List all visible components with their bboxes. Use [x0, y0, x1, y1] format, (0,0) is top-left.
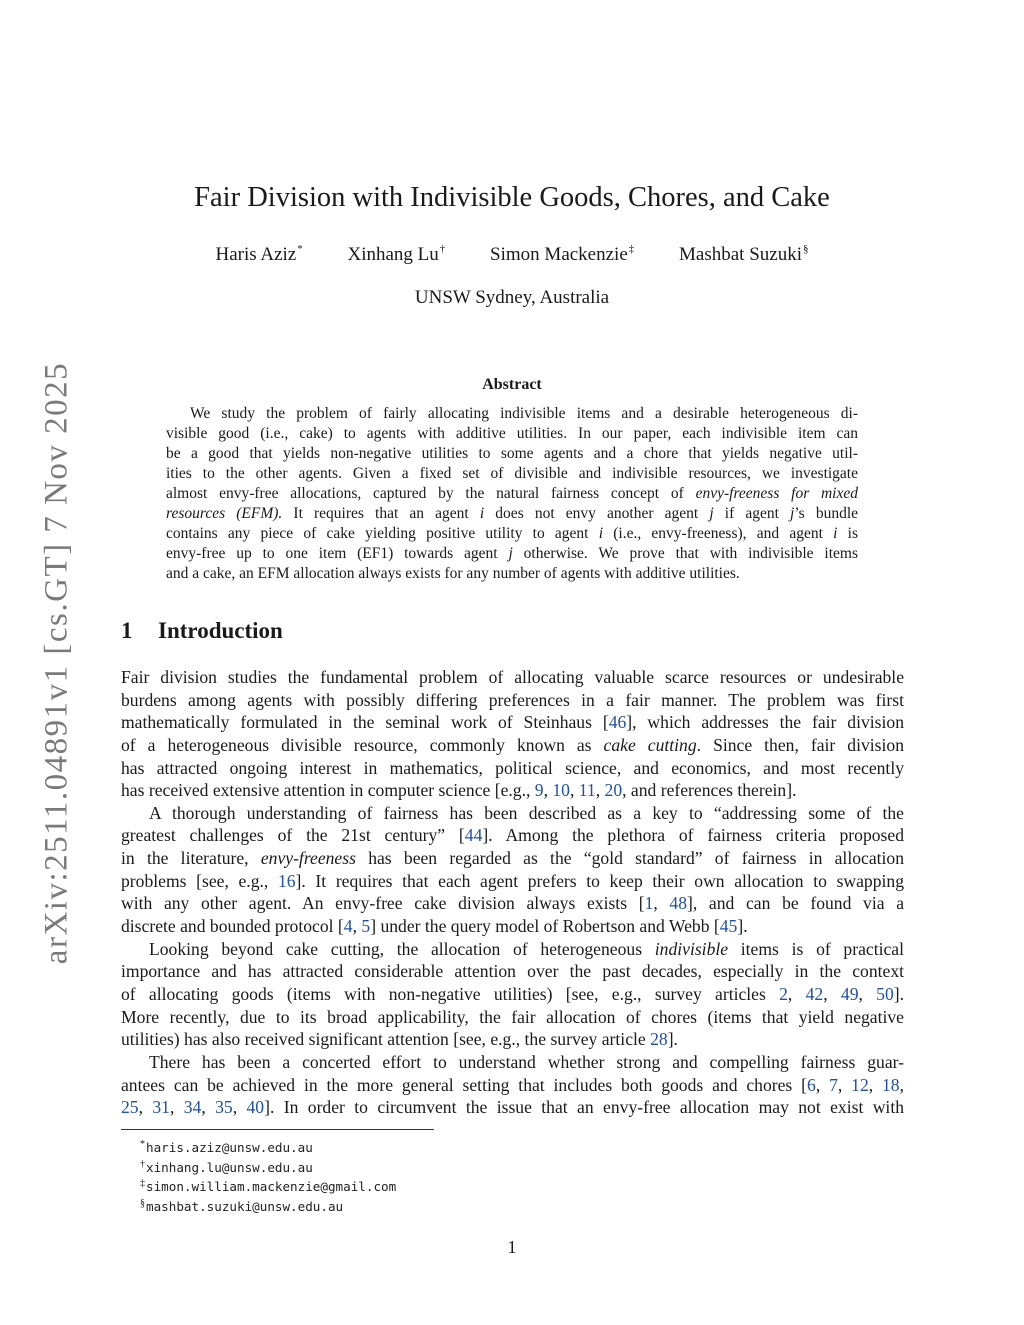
abstract-line: and a cake, an EFM allocation always exists for any number of agents with additive utilities. — [166, 565, 740, 582]
citation-link[interactable]: 34 — [183, 1097, 202, 1118]
body-line: has attracted ongoing interest in mathematics, political science, and economics, and most recently — [121, 757, 904, 778]
abstract-line: visible good (i.e., cake) to agents with additive utilities. In our paper, each indivisible item can — [166, 425, 858, 442]
abstract-line: almost envy-free allocations, captured by the natural fairness concept of envy-freeness for mixed — [166, 485, 858, 502]
citation-link[interactable]: 18 — [882, 1074, 900, 1095]
footnote-email: §mashbat.suzuki@unsw.edu.au — [140, 1197, 344, 1214]
citation-link[interactable]: 6 — [807, 1074, 816, 1095]
footnote-email: *haris.aziz@unsw.edu.au — [140, 1139, 313, 1155]
abstract-line: be a good that yields non-negative utilities to some agents and a chore that yields negative util- — [166, 445, 858, 462]
citation-link[interactable]: 16 — [277, 870, 296, 891]
body-line: importance and has attracted considerable attention over the past decades, especially in the context — [121, 961, 904, 982]
footnotes — [140, 1135, 396, 1213]
citation-link[interactable]: 7 — [829, 1074, 838, 1095]
citation-link[interactable]: 5 — [361, 916, 371, 937]
author-mackenzie: Simon Mackenzie‡ — [490, 243, 635, 265]
abstract-line: resources (EFM). It requires that an agent i does not envy another agent j if agent j’s bundle — [166, 505, 859, 522]
author-list — [0, 243, 1024, 266]
body-line: problems [see, e.g., 16]. It requires that each agent prefers to keep their own allocation to swapping — [121, 870, 905, 891]
citation-link[interactable]: 31 — [152, 1097, 170, 1118]
abstract-line: envy-free up to one item (EF1) towards agent j otherwise. We prove that with indivisible items — [166, 545, 858, 562]
body-line: mathematically formulated in the seminal work of Steinhaus [46], which addresses the fair division — [121, 712, 904, 733]
citation-link[interactable]: 10 — [552, 780, 570, 801]
body-line: A thorough understanding of fairness has been described as a key to “addressing some of the — [149, 802, 904, 823]
body-line: burdens among agents with possibly differing preferences in a fair manner. The problem was first — [121, 689, 904, 710]
abstract-heading: Abstract — [482, 376, 542, 393]
citation-link[interactable]: 45 — [719, 916, 738, 937]
abstract-line: contains any piece of cake yielding positive utility to agent i (i.e., envy-freeness), and agent i is — [166, 525, 858, 542]
citation-link[interactable]: 48 — [669, 893, 688, 914]
citation-link[interactable]: 9 — [534, 780, 544, 801]
citation-link[interactable]: 12 — [851, 1074, 869, 1095]
body-line: has received extensive attention in computer science [e.g., 9, 10, 11, 20, and references therein]. — [121, 780, 797, 801]
citation-link[interactable]: 28 — [650, 1029, 668, 1050]
affiliation: UNSW Sydney, Australia — [414, 287, 610, 308]
paper-title: Fair Division with Indivisible Goods, Chores, and Cake — [194, 182, 830, 213]
body-line: greatest challenges of the 21st century” [44]. Among the plethora of fairness criteria proposed — [121, 825, 904, 846]
body-line: with any other agent. An envy-free cake division always exists [1, 48], and can be found via a — [121, 893, 905, 914]
abstract-line: ities to the other agents. Given a fixed set of divisible and indivisible resources, we investigate — [166, 465, 858, 482]
citation-link[interactable]: 2 — [779, 983, 788, 1004]
citation-link[interactable]: 42 — [805, 983, 824, 1004]
citation-link[interactable]: 20 — [604, 780, 623, 801]
body-text — [121, 666, 904, 1119]
citation-link[interactable]: 1 — [644, 893, 654, 914]
citation-link[interactable]: 49 — [840, 983, 859, 1004]
author-aziz: Haris Aziz* — [215, 243, 303, 265]
body-line: More recently, due to its broad applicability, the fair allocation of chores (items that yield negative — [121, 1006, 904, 1027]
page-number: 1 — [507, 1237, 517, 1257]
footnote-email: †xinhang.lu@unsw.edu.au — [140, 1158, 313, 1175]
citation-link[interactable]: 46 — [608, 712, 627, 733]
body-line: in the literature, envy-freeness has been regarded as the “gold standard” of fairness in allocation — [121, 848, 904, 869]
abstract-line: We study the problem of fairly allocating indivisible items and a desirable heterogeneous di- — [190, 405, 858, 422]
citation-link[interactable]: 44 — [464, 825, 483, 846]
footnote-email: ‡simon.william.mackenzie@gmail.com — [140, 1178, 397, 1194]
citation-link[interactable]: 25 — [121, 1097, 139, 1118]
author-lu: Xinhang Lu† — [347, 243, 446, 265]
body-line: Fair division studies the fundamental problem of allocating valuable scarce resources or undesirable — [121, 667, 904, 687]
author-suzuki: Mashbat Suzuki§ — [679, 243, 809, 265]
citation-link[interactable]: 4 — [343, 916, 353, 937]
citation-link[interactable]: 50 — [876, 983, 894, 1004]
body-line: 25, 31, 34, 35, 40]. In order to circumvent the issue that an envy-free allocation may not exist with — [121, 1097, 904, 1118]
citation-link[interactable]: 35 — [215, 1097, 233, 1118]
body-line: antees can be achieved in the more general setting that includes both goods and chores [6, 7, 12, 18, — [121, 1074, 904, 1095]
citation-link[interactable]: 40 — [246, 1097, 265, 1118]
citation-link[interactable]: 11 — [578, 780, 596, 801]
body-line: There has been a concerted effort to understand whether strong and compelling fairness guar- — [149, 1051, 904, 1072]
body-line: of a heterogeneous divisible resource, commonly known as cake cutting. Since then, fair division — [121, 734, 904, 755]
body-line: discrete and bounded protocol [4, 5] under the query model of Robertson and Webb [45]. — [121, 916, 748, 937]
body-line: utilities) has also received significant attention [see, e.g., the survey article 28]. — [121, 1029, 678, 1050]
footnote-divider — [121, 1129, 434, 1130]
section-heading: 1 Introduction — [121, 618, 283, 643]
body-line: of allocating goods (items with non-negative utilities) [see, e.g., survey articles 2, 42, 49, 50]. — [121, 983, 905, 1004]
abstract-body — [166, 404, 858, 584]
body-line: Looking beyond cake cutting, the allocation of heterogeneous indivisible items is of practical — [149, 938, 904, 959]
